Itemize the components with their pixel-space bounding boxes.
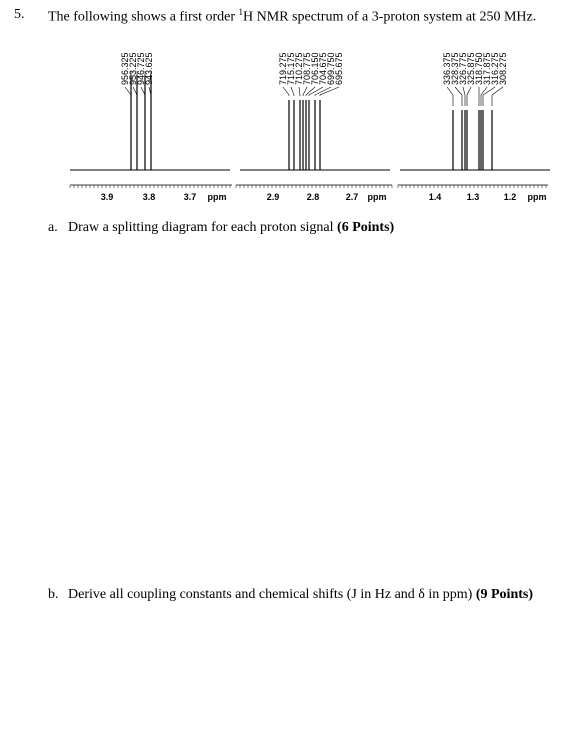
question-text-after: H NMR spectrum of a 3-proton system at 250 MHz. — [243, 9, 537, 25]
question-text-before: The following shows a first order — [48, 9, 239, 25]
tick-label-2-1: 2.9 — [266, 192, 280, 202]
peak-label-3-8: 308.275 — [498, 52, 508, 85]
peak-leader-3-2 — [455, 87, 462, 106]
part-b-label: b. — [48, 587, 59, 602]
part-a-text: Draw a splitting diagram for each proton signal — [68, 220, 338, 235]
peak-label-3-4: 325.875 — [466, 52, 476, 85]
peak-label-2-7: 699.750 — [326, 52, 336, 85]
isotope-superscript: 1 — [238, 7, 244, 17]
peak-label-2-6: 704.675 — [318, 52, 328, 85]
tick-label-3-2: 1.3 — [466, 192, 480, 202]
nmr-spectrum — [0, 30, 583, 210]
part-a-points: (6 Points) — [337, 220, 395, 235]
part-b — [48, 587, 533, 603]
question-number: 5. — [14, 7, 25, 22]
question-text — [48, 7, 536, 26]
peak-label-3-3: 326.775 — [458, 52, 468, 85]
peak-leader-3-4 — [467, 87, 471, 106]
peak-label-2-3: 710.275 — [294, 52, 304, 85]
peak-label-2-5: 706.150 — [310, 52, 320, 85]
peak-label-2-4: 708.775 — [302, 52, 312, 85]
peak-label-1-2: 953.225 — [128, 52, 138, 85]
tick-label-3-3: 1.2 — [503, 192, 517, 202]
peak-label-2-8: 695.675 — [334, 52, 344, 85]
part-b-points: (9 Points) — [475, 587, 534, 602]
peak-label-3-5: 318.750 — [474, 52, 484, 85]
peak-label-3-1: 336.375 — [442, 52, 452, 85]
peak-leader-2-2 — [291, 87, 294, 96]
peak-leader-3-6 — [481, 87, 487, 106]
tick-label-3-4: ppm — [527, 192, 547, 202]
peak-label-2-1: 719.275 — [278, 52, 288, 85]
peak-leader-3-8 — [492, 87, 503, 106]
peak-label-3-6: 317.875 — [482, 52, 492, 85]
tick-label-1-2: 3.8 — [142, 192, 156, 202]
peak-leader-2-5 — [306, 87, 315, 96]
peak-leader-3-3 — [463, 87, 465, 106]
tick-label-2-4: ppm — [367, 192, 387, 202]
peak-leader-3-1 — [447, 87, 453, 106]
peak-label-2-2: 715.175 — [286, 52, 296, 85]
part-a — [48, 220, 394, 236]
peak-label-1-4: 943.625 — [144, 52, 154, 85]
peak-leader-2-1 — [283, 87, 289, 96]
peak-label-3-2: 328.375 — [450, 52, 460, 85]
tick-label-1-1: 3.9 — [100, 192, 114, 202]
peak-label-3-7: 316.275 — [490, 52, 500, 85]
peak-label-1-3: 946.725 — [136, 52, 146, 85]
tick-label-3-1: 1.4 — [428, 192, 442, 202]
tick-label-2-3: 2.7 — [345, 192, 359, 202]
peak-label-1-1: 956.325 — [120, 52, 130, 85]
peak-leader-2-8 — [320, 87, 339, 96]
tick-label-1-4: ppm — [207, 192, 227, 202]
part-b-text: Derive all coupling constants and chemical shifts (J in Hz and δ in ppm) — [68, 587, 476, 602]
tick-label-2-2: 2.8 — [306, 192, 320, 202]
peak-leader-2-3 — [299, 87, 300, 96]
part-a-label: a. — [48, 220, 58, 235]
tick-label-1-3: 3.7 — [183, 192, 197, 202]
